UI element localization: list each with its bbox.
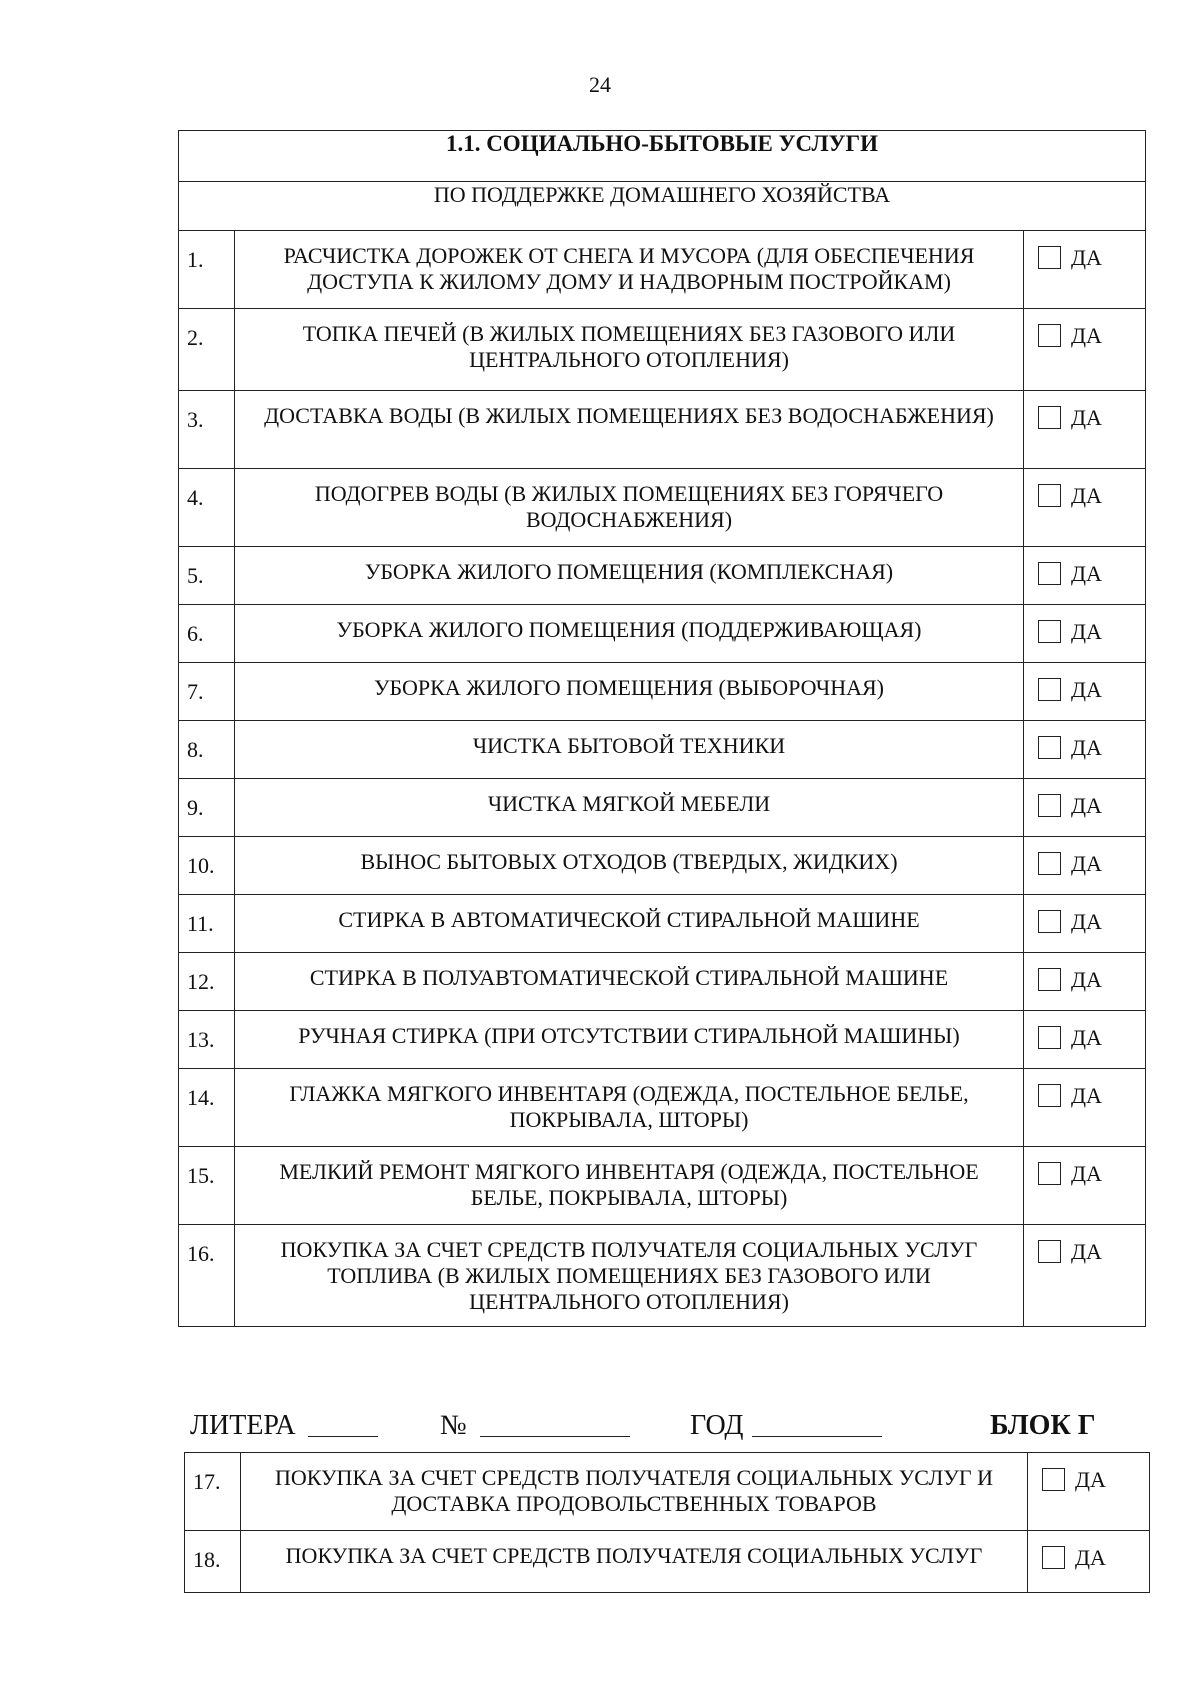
service-row (185, 1531, 1150, 1593)
yes-label: ДА (1071, 677, 1102, 702)
yes-label: ДА (1071, 483, 1102, 508)
year-label: ГОД (690, 1410, 744, 1441)
yes-checkbox[interactable] (1038, 910, 1061, 933)
service-row (179, 721, 1146, 779)
yes-checkbox[interactable] (1038, 1162, 1061, 1185)
service-checkbox-cell (1024, 469, 1146, 547)
service-number: 4. (179, 469, 235, 547)
service-row (179, 837, 1146, 895)
service-checkbox-cell (1024, 837, 1146, 895)
yes-label: ДА (1071, 851, 1102, 876)
yes-checkbox[interactable] (1038, 1240, 1061, 1263)
service-description: ПОКУПКА ЗА СЧЕТ СРЕДСТВ ПОЛУЧАТЕЛЯ СОЦИАЛЬНЫХ УСЛУГ ТОПЛИВА (В ЖИЛЫХ ПОМЕЩЕНИЯХ БЕЗ ГАЗОВОГО ИЛИ ЦЕНТРАЛЬНОГО ОТОПЛЕНИЯ) (235, 1225, 1024, 1327)
service-checkbox-cell (1024, 231, 1146, 309)
yes-checkbox[interactable] (1038, 852, 1061, 875)
block-label: БЛОК Г (990, 1410, 1096, 1441)
service-number: 10. (179, 837, 235, 895)
service-row (179, 391, 1146, 469)
yes-label: ДА (1075, 1545, 1106, 1570)
social-services-table (178, 130, 1146, 1327)
service-description: МЕЛКИЙ РЕМОНТ МЯГКОГО ИНВЕНТАРЯ (ОДЕЖДА, ПОСТЕЛЬНОЕ БЕЛЬЕ, ПОКРЫВАЛА, ШТОРЫ) (235, 1147, 1024, 1225)
yes-label: ДА (1071, 323, 1102, 348)
block-g-services-table (184, 1452, 1150, 1593)
yes-checkbox[interactable] (1038, 1084, 1061, 1107)
service-number: 5. (179, 547, 235, 605)
service-description: ЧИСТКА МЯГКОЙ МЕБЕЛИ (235, 779, 1024, 837)
yes-checkbox[interactable] (1038, 678, 1061, 701)
service-description: ПОКУПКА ЗА СЧЕТ СРЕДСТВ ПОЛУЧАТЕЛЯ СОЦИАЛЬНЫХ УСЛУГ (241, 1531, 1028, 1593)
service-checkbox-cell (1024, 895, 1146, 953)
service-row (179, 895, 1146, 953)
yes-checkbox[interactable] (1038, 620, 1061, 643)
service-checkbox-cell (1028, 1531, 1150, 1593)
service-description: СТИРКА В АВТОМАТИЧЕСКОЙ СТИРАЛЬНОЙ МАШИНЕ (235, 895, 1024, 953)
service-description: УБОРКА ЖИЛОГО ПОМЕЩЕНИЯ (ВЫБОРОЧНАЯ) (235, 663, 1024, 721)
page-number: 24 (589, 72, 611, 97)
service-description: ПОДОГРЕВ ВОДЫ (В ЖИЛЫХ ПОМЕЩЕНИЯХ БЕЗ ГОРЯЧЕГО ВОДОСНАБЖЕНИЯ) (235, 469, 1024, 547)
service-row (179, 1147, 1146, 1225)
yes-checkbox[interactable] (1038, 968, 1061, 991)
yes-checkbox[interactable] (1038, 406, 1061, 429)
yes-label: ДА (1071, 1239, 1102, 1264)
yes-label: ДА (1075, 1467, 1106, 1492)
yes-checkbox[interactable] (1038, 562, 1061, 585)
service-checkbox-cell (1024, 309, 1146, 391)
service-row (179, 1225, 1146, 1327)
service-description: ТОПКА ПЕЧЕЙ (В ЖИЛЫХ ПОМЕЩЕНИЯХ БЕЗ ГАЗОВОГО ИЛИ ЦЕНТРАЛЬНОГО ОТОПЛЕНИЯ) (235, 309, 1024, 391)
service-number: 12. (179, 953, 235, 1011)
section-title-row (179, 131, 1146, 182)
yes-checkbox[interactable] (1038, 1026, 1061, 1049)
service-row (179, 779, 1146, 837)
service-description: ВЫНОС БЫТОВЫХ ОТХОДОВ (ТВЕРДЫХ, ЖИДКИХ) (235, 837, 1024, 895)
yes-checkbox[interactable] (1042, 1546, 1065, 1569)
service-row (185, 1453, 1150, 1531)
yes-checkbox[interactable] (1038, 324, 1061, 347)
yes-label: ДА (1071, 909, 1102, 934)
subsection-title: ПО ПОДДЕРЖКЕ ДОМАШНЕГО ХОЗЯЙСТВА (179, 182, 1146, 231)
yes-label: ДА (1071, 561, 1102, 586)
service-checkbox-cell (1024, 779, 1146, 837)
service-description: ЧИСТКА БЫТОВОЙ ТЕХНИКИ (235, 721, 1024, 779)
service-checkbox-cell (1024, 1011, 1146, 1069)
service-checkbox-cell (1024, 391, 1146, 469)
service-row (179, 1011, 1146, 1069)
yes-label: ДА (1071, 1025, 1102, 1050)
service-number: 9. (179, 779, 235, 837)
yes-label: ДА (1071, 405, 1102, 430)
service-checkbox-cell (1024, 605, 1146, 663)
service-number: 11. (179, 895, 235, 953)
number-label: № (440, 1410, 467, 1441)
yes-label: ДА (1071, 793, 1102, 818)
service-number: 3. (179, 391, 235, 469)
service-row (179, 953, 1146, 1011)
service-description: ДОСТАВКА ВОДЫ (В ЖИЛЫХ ПОМЕЩЕНИЯХ БЕЗ ВОДОСНАБЖЕНИЯ) (235, 391, 1024, 469)
service-number: 2. (179, 309, 235, 391)
service-checkbox-cell (1024, 721, 1146, 779)
service-description: УБОРКА ЖИЛОГО ПОМЕЩЕНИЯ (ПОДДЕРЖИВАЮЩАЯ) (235, 605, 1024, 663)
service-description: РУЧНАЯ СТИРКА (ПРИ ОТСУТСТВИИ СТИРАЛЬНОЙ МАШИНЫ) (235, 1011, 1024, 1069)
service-row (179, 547, 1146, 605)
service-checkbox-cell (1024, 663, 1146, 721)
service-description: УБОРКА ЖИЛОГО ПОМЕЩЕНИЯ (КОМПЛЕКСНАЯ) (235, 547, 1024, 605)
service-description: ГЛАЖКА МЯГКОГО ИНВЕНТАРЯ (ОДЕЖДА, ПОСТЕЛЬНОЕ БЕЛЬЕ, ПОКРЫВАЛА, ШТОРЫ) (235, 1069, 1024, 1147)
service-number: 13. (179, 1011, 235, 1069)
yes-label: ДА (1071, 1161, 1102, 1186)
service-checkbox-cell (1024, 1147, 1146, 1225)
service-checkbox-cell (1024, 1069, 1146, 1147)
service-checkbox-cell (1024, 547, 1146, 605)
service-description: СТИРКА В ПОЛУАВТОМАТИЧЕСКОЙ СТИРАЛЬНОЙ МАШИНЕ (235, 953, 1024, 1011)
service-row (179, 469, 1146, 547)
yes-checkbox[interactable] (1038, 736, 1061, 759)
yes-checkbox[interactable] (1042, 1468, 1065, 1491)
subsection-title-row (179, 182, 1146, 231)
service-number: 7. (179, 663, 235, 721)
service-number: 8. (179, 721, 235, 779)
service-number: 15. (179, 1147, 235, 1225)
service-row (179, 605, 1146, 663)
yes-checkbox[interactable] (1038, 246, 1061, 269)
yes-checkbox[interactable] (1038, 794, 1061, 817)
yes-label: ДА (1071, 245, 1102, 270)
section-title: 1.1. СОЦИАЛЬНО-БЫТОВЫЕ УСЛУГИ (179, 131, 1146, 182)
service-number: 6. (179, 605, 235, 663)
service-row (179, 1069, 1146, 1147)
service-number: 16. (179, 1225, 235, 1327)
yes-label: ДА (1071, 1083, 1102, 1108)
service-number: 17. (185, 1453, 241, 1531)
form-identifier-line (190, 1410, 1110, 1446)
service-checkbox-cell (1028, 1453, 1150, 1531)
service-checkbox-cell (1024, 953, 1146, 1011)
yes-label: ДА (1071, 967, 1102, 992)
service-description: РАСЧИСТКА ДОРОЖЕК ОТ СНЕГА И МУСОРА (ДЛЯ ОБЕСПЕЧЕНИЯ ДОСТУПА К ЖИЛОМУ ДОМУ И НАДВОРНЫМ ПОСТРОЙКАМ) (235, 231, 1024, 309)
yes-label: ДА (1071, 735, 1102, 760)
service-row (179, 231, 1146, 309)
service-number: 18. (185, 1531, 241, 1593)
service-number: 1. (179, 231, 235, 309)
service-row (179, 663, 1146, 721)
yes-label: ДА (1071, 619, 1102, 644)
service-description: ПОКУПКА ЗА СЧЕТ СРЕДСТВ ПОЛУЧАТЕЛЯ СОЦИАЛЬНЫХ УСЛУГ И ДОСТАВКА ПРОДОВОЛЬСТВЕННЫХ ТОВАРОВ (241, 1453, 1028, 1531)
service-row (179, 309, 1146, 391)
service-number: 14. (179, 1069, 235, 1147)
service-checkbox-cell (1024, 1225, 1146, 1327)
litera-label: ЛИТЕРА (190, 1410, 296, 1441)
yes-checkbox[interactable] (1038, 484, 1061, 507)
